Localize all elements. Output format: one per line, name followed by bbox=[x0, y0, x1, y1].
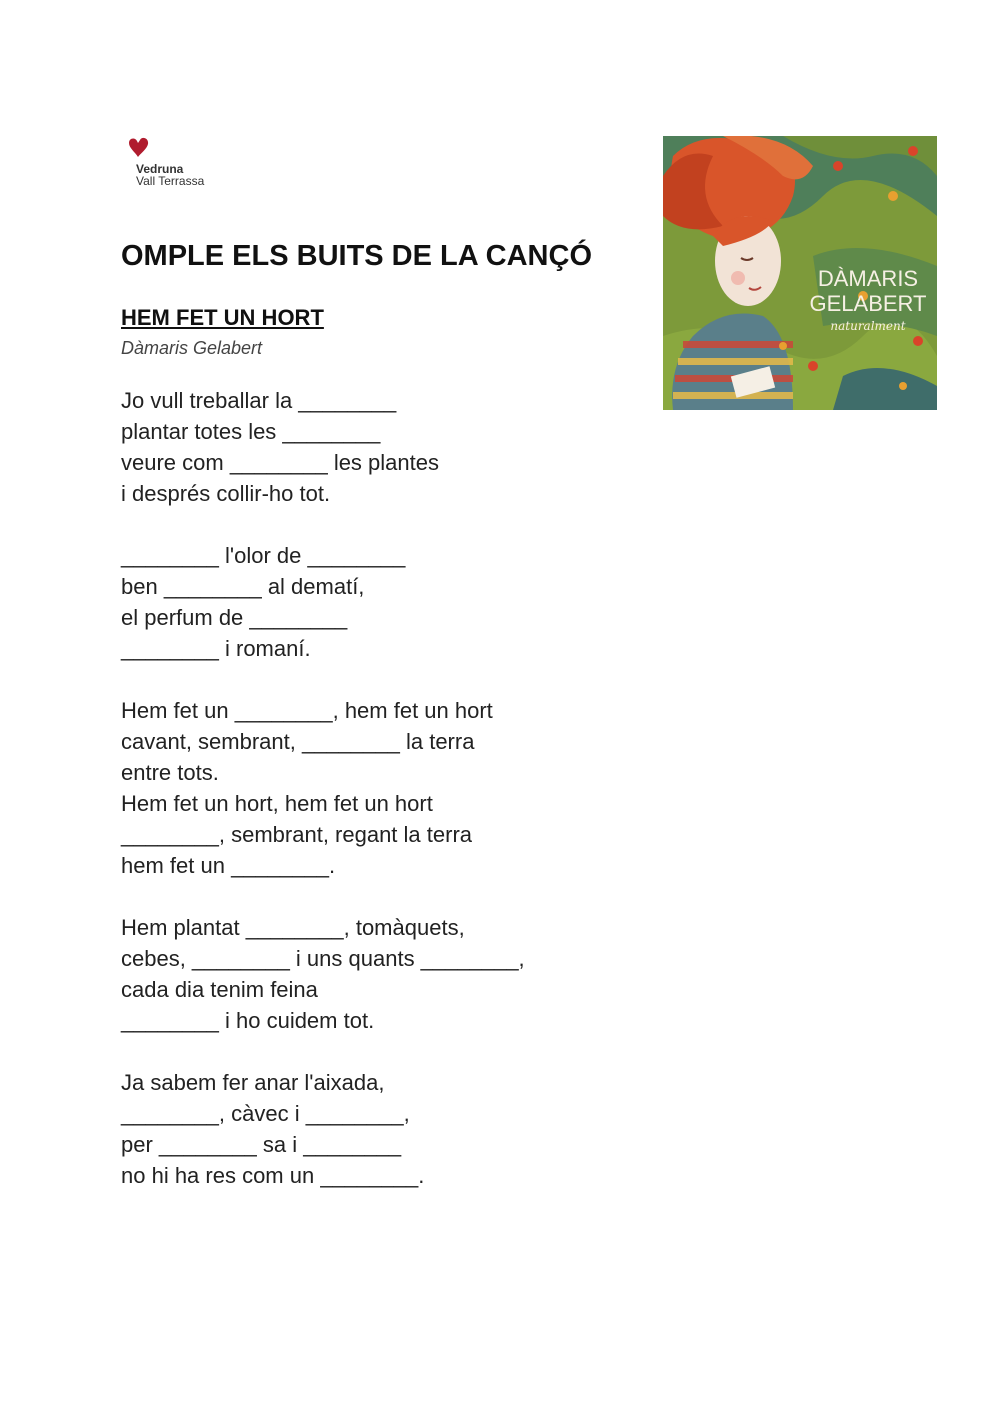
stanza bbox=[121, 1067, 641, 1191]
lyric-line: ________ i romaní. bbox=[121, 636, 311, 661]
lyric-line: plantar totes les ________ bbox=[121, 419, 381, 444]
lyric-line: cada dia tenim feina bbox=[121, 977, 318, 1002]
song-artist: Dàmaris Gelabert bbox=[121, 338, 263, 358]
lyric-line: ben ________ al dematí, bbox=[121, 574, 365, 599]
lyric-line: no hi ha res com un ________. bbox=[121, 1163, 425, 1188]
lyric-line: ________, sembrant, regant la terra bbox=[121, 822, 473, 847]
album-cover bbox=[663, 136, 937, 410]
lyric-line: cebes, ________ i uns quants ________, bbox=[121, 946, 525, 971]
album-artist-line2: GELABERT bbox=[809, 291, 927, 316]
lyric-line: hem fet un ________. bbox=[121, 853, 336, 878]
lyric-line: entre tots. bbox=[121, 760, 219, 785]
school-logo bbox=[126, 137, 246, 197]
lyric-line: veure com ________ les plantes bbox=[121, 450, 439, 475]
lyric-line: Ja sabem fer anar l'aixada, bbox=[121, 1070, 385, 1095]
lyric-line: Hem fet un hort, hem fet un hort bbox=[121, 791, 433, 816]
page-title: OMPLE ELS BUITS DE LA CANÇÓ bbox=[121, 240, 592, 272]
lyric-line: ________ i ho cuidem tot. bbox=[121, 1008, 375, 1033]
lyric-line: per ________ sa i ________ bbox=[121, 1132, 402, 1157]
album-artist-line1: DÀMARIS bbox=[817, 266, 919, 291]
stanza bbox=[121, 912, 641, 1036]
stanza bbox=[121, 695, 641, 881]
lyric-line: cavant, sembrant, ________ la terra bbox=[121, 729, 475, 754]
lyric-line: i després collir-ho tot. bbox=[121, 481, 331, 506]
lyric-line: ________ l'olor de ________ bbox=[121, 543, 406, 568]
lyrics bbox=[121, 385, 641, 1222]
song-title: HEM FET UN HORT bbox=[121, 305, 324, 330]
lyric-line: ________, càvec i ________, bbox=[121, 1101, 410, 1126]
lyric-line: Hem fet un ________, hem fet un hort bbox=[121, 698, 493, 723]
lyric-line: el perfum de ________ bbox=[121, 605, 348, 630]
lyric-line: Jo vull treballar la ________ bbox=[121, 388, 397, 413]
stanza bbox=[121, 540, 641, 664]
logo-name: Vedruna bbox=[136, 162, 184, 176]
album-title: naturalment bbox=[830, 319, 906, 333]
logo-subtitle: Vall Terrassa bbox=[136, 174, 205, 188]
stanza bbox=[121, 385, 641, 509]
heart-icon bbox=[126, 137, 156, 163]
lyric-line: Hem plantat ________, tomàquets, bbox=[121, 915, 465, 940]
